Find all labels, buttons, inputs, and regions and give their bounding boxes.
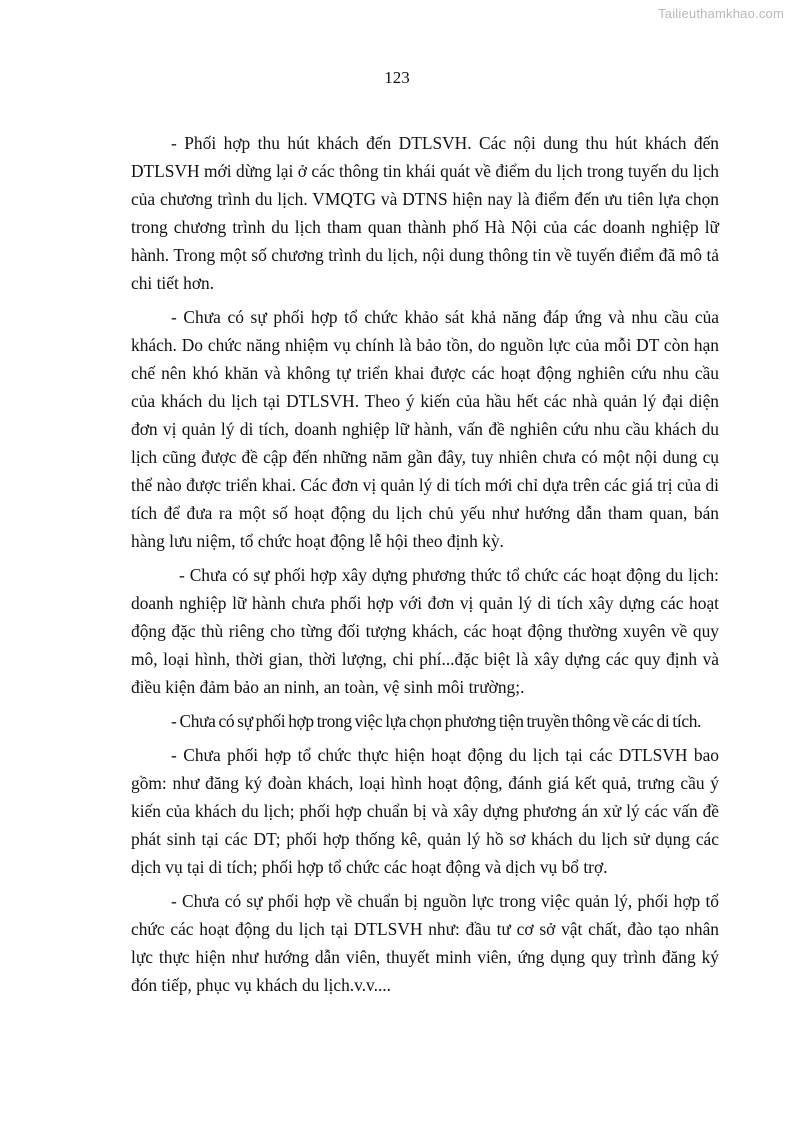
paragraph-organization-methods: - Chưa có sự phối hợp xây dựng phương thức tổ chức các hoạt động du lịch: doanh nghiệp lữ hành chưa phối hợp với đơn vị quản lý di tích xây dựng các hoạt động đặc thù riêng cho từng đối tượng khách, các hoạt động thường xuyên về quy mô, loại hình, thời gian, thời lượng, chi phí...đặc biệt là xây dựng các quy định và điều kiện đảm bảo an ninh, an toàn, vệ sinh môi trường;. [131, 565, 719, 697]
paragraph-resources: - Chưa có sự phối hợp về chuẩn bị nguồn lực trong việc quản lý, phối hợp tổ chức các hoạt động du lịch tại DTLSVH như: đầu tư cơ sở vật chất, đào tạo nhân lực thực hiện như hướng dẫn viên, thuyết minh viên, ứng dụng quy trình đăng ký đón tiếp, phục vụ khách du lịch.v.v.... [131, 891, 719, 995]
paragraph-survey-coordination: - Chưa có sự phối hợp tổ chức khảo sát khả năng đáp ứng và nhu cầu của khách. Do chức năng nhiệm vụ chính là bảo tồn, do nguồn lực của mỗi DT còn hạn chế nên khó khăn và không tự triển khai được các hoạt động nghiên cứu nhu cầu của khách du lịch tại DTLSVH. Theo ý kiến của hầu hết các nhà quản lý đại diện đơn vị quản lý di tích, doanh nghiệp lữ hành, vấn đề nghiên cứu nhu cầu khách du lịch cũng được đề cập đến những năm gần đây, tuy nhiên chưa có một nội dung cụ thể nào được triển khai. Các đơn vị quản lý di tích mới chỉ dựa trên các giá trị của di tích để đưa ra một số hoạt động du lịch chủ yếu như hướng dẫn tham quan, bán hàng lưu niệm, tổ chức hoạt động lễ hội theo định kỳ. [131, 307, 719, 551]
paragraph-media-selection: - Chưa có sự phối hợp trong việc lựa chọn phương tiện truyền thông về các di tích. [171, 711, 702, 731]
paragraph-implementation: - Chưa phối hợp tổ chức thực hiện hoạt động du lịch tại các DTLSVH bao gồm: như đăng ký đoàn khách, loại hình hoạt động, đánh giá kết quả, trưng cầu ý kiến của khách du lịch; phối hợp chuẩn bị và xây dựng phương án xử lý các vấn đề phát sinh tại các DT; phối hợp thống kê, quản lý hồ sơ khách du lịch sử dụng các dịch vụ tại di tích; phối hợp tổ chức các hoạt động và dịch vụ bổ trợ. [131, 745, 719, 877]
paragraph-attract-visitors: - Phối hợp thu hút khách đến DTLSVH. Các nội dung thu hút khách đến DTLSVH mới dừng lại ở các thông tin khái quát về điểm du lịch trong tuyến du lịch của chương trình du lịch. VMQTG và DTNS hiện nay là điểm đến ưu tiên lựa chọn trong chương trình du lịch tham quan thành phố Hà Nội của các doanh nghiệp lữ hành. Trong một số chương trình du lịch, nội dung thông tin về tuyến điểm đã mô tả chi tiết hơn. [131, 133, 719, 293]
page-number: 123 [384, 68, 410, 87]
document-body [131, 129, 719, 999]
watermark-text: Tailieuthamkhao.com [658, 6, 784, 21]
